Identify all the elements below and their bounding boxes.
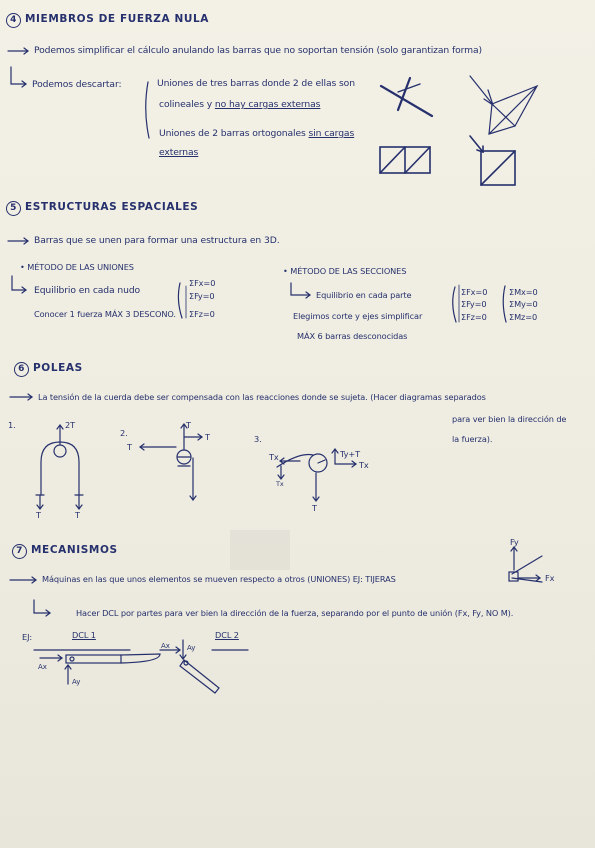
s4-line1: Podemos simplificar el cálculo anulando las barras que no soportan tensión (solo garantizan forma): [34, 45, 483, 56]
section-7-title: [12, 544, 118, 559]
s6-line2: para ver bien la dirección de: [452, 414, 567, 424]
s5-line1: Barras que se unen para formar una estructura en 3D.: [34, 235, 280, 246]
s5-secciones-eq: Equilibrio en cada parte: [316, 290, 412, 300]
dcl2-ay: Ay: [187, 644, 196, 652]
s4-descartar: Podemos descartar:: [32, 79, 122, 90]
s7-line1: Máquinas en las que unos elementos se mueven respecto a otros (UNIONES) EJ: TIJERAS: [42, 574, 396, 584]
scissors-fy: Fy: [510, 537, 519, 547]
s5-elegimos: Elegimos corte y ejes simplificar: [293, 311, 423, 321]
s5-uniones-title-text: MÉTODO DE LAS UNIONES: [27, 262, 134, 272]
section-title-text: POLEAS: [33, 362, 83, 374]
arrow-icon: [8, 48, 28, 54]
arrow-icon: [8, 238, 28, 244]
s5-secciones-title-text: MÉTODO DE LAS SECCIONES: [290, 266, 407, 276]
pulley-2-right: T: [205, 432, 210, 442]
pulley-3-number: 3.: [254, 434, 262, 444]
s4-opt1: [159, 99, 320, 110]
sub-arrow-icon: [11, 67, 26, 87]
pulley-3-tx2: Tx: [276, 480, 284, 488]
s5-max6: MÁX 6 barras desconocidas: [297, 331, 408, 341]
s7-ej: EJ:: [22, 632, 33, 642]
section-title-text: ESTRUCTURAS ESPACIALES: [25, 201, 199, 213]
s6-line1: La tensión de la cuerda debe ser compensada con las reacciones donde se sujeta. (Hacer diagramas separados: [38, 392, 486, 402]
brace: [503, 286, 506, 322]
s5-eq-s1-0: ΣFx=0: [461, 287, 488, 297]
pulley-2-top: T: [186, 420, 191, 430]
s5-secciones-title: • MÉTODO DE LAS SECCIONES: [283, 266, 407, 276]
brace: [453, 287, 456, 322]
s4-opt1b: colineales y: [159, 99, 213, 110]
s6-line3: la fuerza).: [452, 434, 493, 444]
section-number: 4: [6, 13, 21, 28]
s5-eq-s1-1: ΣFy=0: [461, 299, 487, 309]
arrow-icon: [10, 394, 32, 400]
pulley-1-top: 2T: [65, 420, 76, 430]
square-diagonal-sketch: [470, 136, 515, 185]
s7-dcl1: DCL 1: [72, 630, 96, 640]
s5-uniones-title: • MÉTODO DE LAS UNIONES: [20, 262, 134, 272]
pulley-1-number: 1.: [8, 420, 16, 430]
pulley-1-left: T: [36, 510, 41, 520]
dcl1-ay: Ay: [72, 678, 81, 686]
s5-eq-s2-1: ΣMy=0: [509, 299, 538, 309]
s5-eq-u-2: ΣFz=0: [189, 309, 215, 319]
pulley-2-diagram: [140, 424, 202, 500]
arrow-icon: [10, 577, 36, 583]
section-6-title: [14, 362, 83, 377]
dcl1-ax: Ax: [38, 663, 47, 671]
dcl-2-diagram: [160, 640, 248, 693]
s5-conocer: Conocer 1 fuerza MÁX 3 DESCONO.: [34, 309, 176, 319]
section-5-title: [6, 201, 198, 216]
square-truss-sketch: [380, 147, 430, 173]
scissors-fx: Fx: [545, 573, 555, 583]
s4-opt2b: sin cargas: [308, 128, 355, 139]
sub-arrow-icon: [291, 283, 310, 298]
dcl-1-diagram: [34, 650, 160, 684]
s5-eq-u-1: ΣFy=0: [189, 291, 215, 301]
pulley-2-number: 2.: [120, 428, 128, 438]
s4-opt2c: externas: [159, 147, 199, 158]
pulley-3-tx: Tx: [269, 452, 279, 462]
section-number: 5: [6, 201, 21, 216]
pulley-1-right: T: [75, 510, 80, 520]
brace: [178, 283, 182, 318]
s5-eq-u-0: ΣFx=0: [189, 278, 216, 288]
rhombus-truss-sketch: [470, 76, 537, 134]
s5-eq-s2-0: ΣMx=0: [509, 287, 538, 297]
pulley-2-left: T: [127, 442, 132, 452]
section-title-text: MECANISMOS: [31, 544, 118, 556]
s5-eq-s2-2: ΣMz=0: [509, 312, 538, 322]
collinear-bars-sketch: [381, 78, 432, 116]
s5-uniones-eq: Equilibrio en cada nudo: [34, 285, 141, 296]
s5-eq-s1-2: ΣFz=0: [461, 312, 487, 322]
pulley-1-diagram: [36, 425, 83, 509]
sub-arrow-icon: [12, 276, 26, 293]
s7-line2: Hacer DCL por partes para ver bien la dirección de la fuerza, separando por el punto de unión (Fx, Fy, NO M).: [76, 608, 514, 618]
section-number: 7: [12, 544, 27, 559]
section-number: 6: [14, 362, 29, 377]
s4-opt1a: Uniones de tres barras donde 2 de ellas son: [157, 78, 355, 89]
pulley-3-tytx: Ty+T: [340, 449, 361, 459]
section-title-text: MIEMBROS DE FUERZA NULA: [25, 13, 210, 25]
dcl2-ax: Ax: [161, 642, 170, 650]
pulley-3-tx3: Tx: [359, 460, 369, 470]
s7-dcl2: DCL 2: [215, 630, 239, 640]
s4-opt2a: Uniones de 2 barras ortogonales: [159, 128, 306, 139]
pulley-3-t: T: [312, 503, 317, 513]
sub-arrow-icon: [34, 600, 50, 616]
s4-opt1c: no hay cargas externas: [214, 99, 321, 110]
brace: [146, 82, 149, 138]
section-4-title: [6, 13, 209, 28]
s4-opt2: [159, 128, 354, 139]
scissors-diagram: [509, 547, 542, 582]
